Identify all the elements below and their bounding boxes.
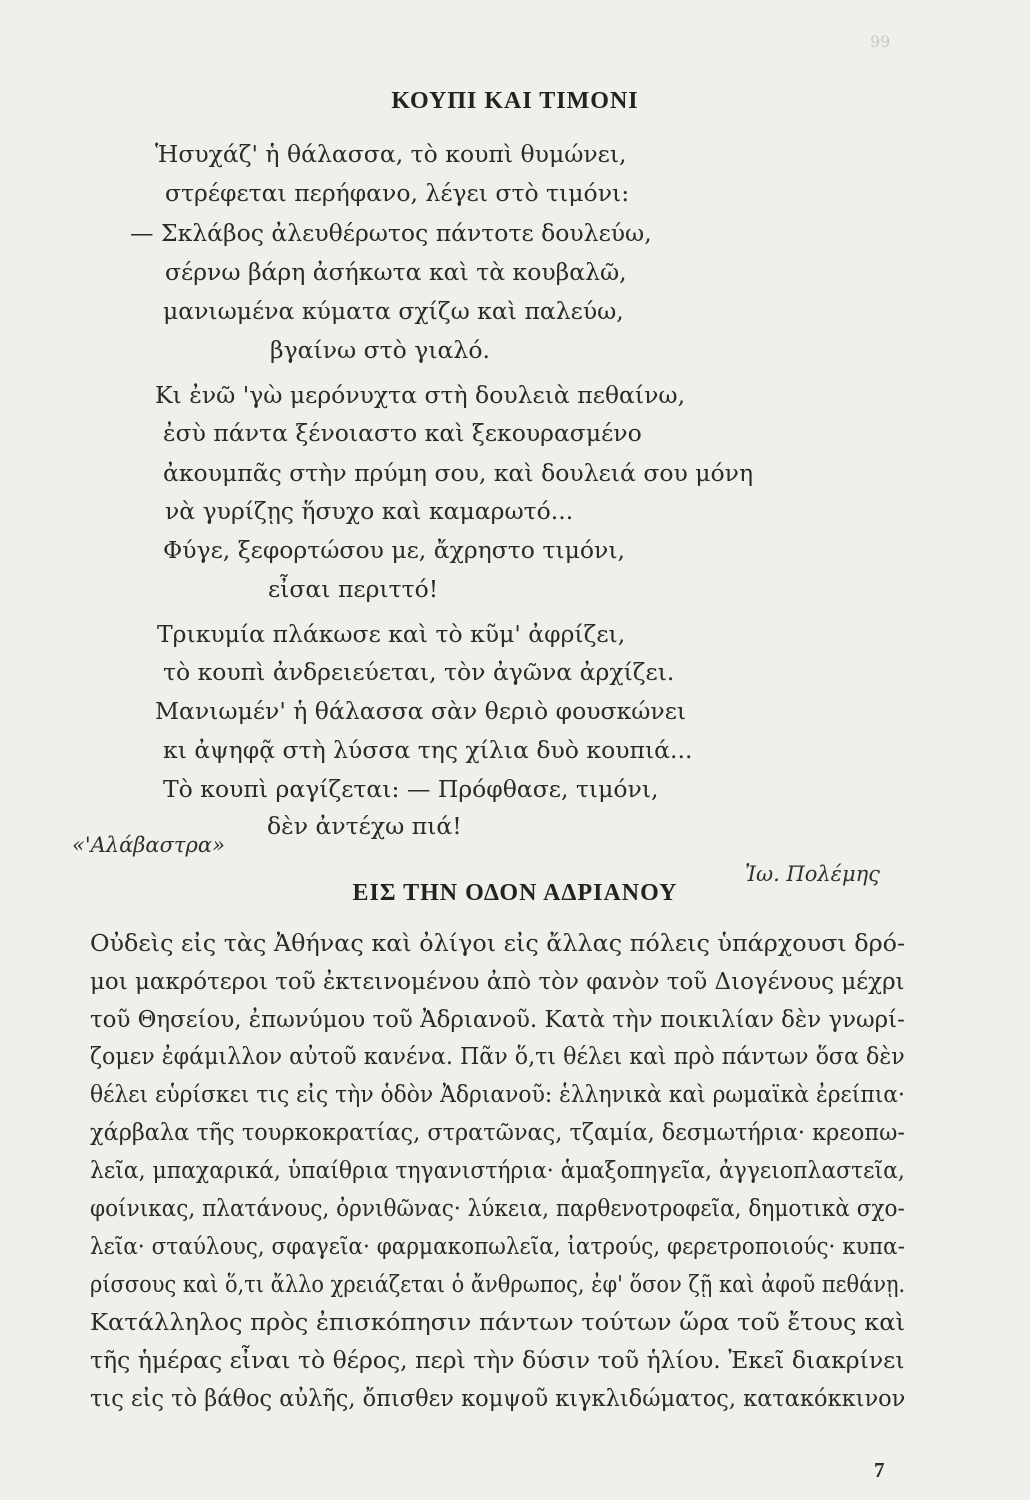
poem-title: ΚΟΥΠΙ ΚΑΙ ΤΙΜΟΝΙ xyxy=(391,88,639,114)
poem-line: δὲν ἀντέχω πιά! xyxy=(267,812,462,840)
page-corner-mark: 99 xyxy=(870,32,891,51)
poem-line: Τὸ κουπὶ ραγίζεται: — Πρόφθασε, τιμόνι, xyxy=(163,775,659,803)
poem-line: — Σκλάβος ἀλευθέρωτος πάντοτε δουλεύω, xyxy=(130,219,652,247)
poem-line: σέρνω βάρη ἀσήκωτα καὶ τὰ κουβαλῶ, xyxy=(165,258,627,286)
article-line: λεῖα· σταύλους, σφαγεῖα· φαρμακοπωλεῖα, ἰατρούς, φερετροποιούς· κυπα- xyxy=(90,1234,905,1260)
article-line: χάρβαλα τῆς τουρκοκρατίας, στρατῶνας, τζαμία, δεσμωτήρια· κρεοπω- xyxy=(90,1120,905,1146)
poem-line: μανιωμένα κύματα σχίζω καὶ παλεύω, xyxy=(163,297,624,325)
article-line: τις εἰς τὸ βάθος αὐλῆς, ὄπισθεν κομψοῦ κιγκλιδώματος, κατακόκκινον xyxy=(90,1386,906,1412)
poem-line: Τρικυμία πλάκωσε καὶ τὸ κῦμ' ἀφρίζει, xyxy=(157,620,626,648)
poem-line: ἀκουμπᾶς στὴν πρύμη σου, καὶ δουλειά σου μόνη xyxy=(163,459,754,487)
page-number: 7 xyxy=(874,1458,885,1482)
article-line: Οὐδεὶς εἰς τὰς Ἀθήνας καὶ ὀλίγοι εἰς ἄλλας πόλεις ὑπάρχουσι δρό- xyxy=(90,931,906,957)
poem-line: Κι ἐνῶ 'γὼ μερόνυχτα στὴ δουλειὰ πεθαίνω, xyxy=(155,381,686,409)
poem-line: Ἡσυχάζ' ἡ θάλασσα, τὸ κουπὶ θυμώνει, xyxy=(155,140,627,168)
poem-line: βγαίνω στὸ γιαλό. xyxy=(270,336,490,364)
poem-source: «'Αλάβαστρα» xyxy=(72,833,225,857)
poem-line: Φύγε, ξεφορτώσου με, ἄχρηστο τιμόνι, xyxy=(163,536,626,564)
poem-author: Ἰω. Πολέμης xyxy=(745,862,880,886)
poem-line: ἐσὺ πάντα ξένοιαστο καὶ ξεκουρασμένο xyxy=(163,419,642,447)
poem-line: εἶσαι περιττό! xyxy=(268,575,439,603)
article-title: ΕΙΣ ΤΗΝ ΟΔΟΝ ΑΔΡΙΑΝΟΥ xyxy=(352,880,678,906)
poem-line: Μανιωμέν' ἡ θάλασσα σὰν θεριὸ φουσκώνει xyxy=(155,697,687,725)
poem-line: νὰ γυρίζῃς ἥσυχο καὶ καμαρωτό... xyxy=(165,497,574,525)
article-line: φοίνικας, πλατάνους, ὀρνιθῶνας· λύκεια, παρθενοτροφεῖα, δημοτικὰ σχο- xyxy=(90,1196,905,1222)
article-line: ρίσσους καὶ ὅ,τι ἄλλο χρειάζεται ὁ ἄνθρωπος, ἐφ' ὅσον ζῇ καὶ ἀφοῦ πεθάνῃ. xyxy=(90,1272,906,1298)
article-line: μοι μακρότεροι τοῦ ἐκτεινομένου ἀπὸ τὸν φανὸν τοῦ Διογένους μέχρι xyxy=(90,969,905,995)
poem-line: τὸ κουπὶ ἀνδρειεύεται, τὸν ἀγῶνα ἀρχίζει. xyxy=(163,658,675,686)
poem-line: στρέφεται περήφανο, λέγει στὸ τιμόνι: xyxy=(165,179,630,207)
article-line: τῆς ἡμέρας εἶναι τὸ θέρος, περὶ τὴν δύσιν τοῦ ἡλίου. Ἐκεῖ διακρίνει xyxy=(90,1348,905,1374)
article-line: Κατάλληλος πρὸς ἐπισκόπησιν πάντων τούτων ὥρα τοῦ ἔτους καὶ xyxy=(90,1310,906,1336)
poem-line: κι ἀψηφᾷ στὴ λύσσα της χίλια δυὸ κουπιά... xyxy=(163,736,693,764)
article-line: θέλει εὑρίσκει τις εἰς τὴν ὁδὸν Ἀδριανοῦ: ἑλληνικὰ καὶ ρωμαϊκὰ ἐρείπια· xyxy=(90,1082,905,1108)
article-line: τοῦ Θησείου, ἐπωνύμου τοῦ Ἀδριανοῦ. Κατὰ τὴν ποικιλίαν δὲν γνωρί- xyxy=(90,1007,905,1033)
article-line: ζομεν ἐφάμιλλον αὐτοῦ κανένα. Πᾶν ὅ,τι θέλει καὶ πρὸ πάντων ὅσα δὲν xyxy=(90,1044,905,1070)
article-line: λεῖα, μπαχαρικά, ὑπαίθρια τηγανιστήρια· ἁμαξοπηγεῖα, ἀγγειοπλαστεῖα, xyxy=(90,1158,905,1184)
